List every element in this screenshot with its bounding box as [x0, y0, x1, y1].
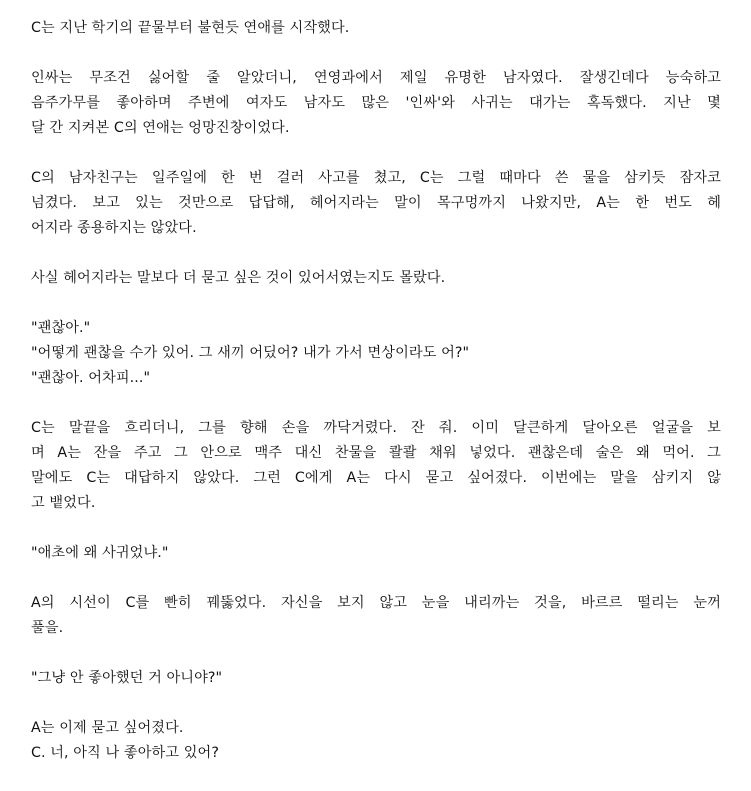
text-line: C는 지난 학기의 끝물부터 불현듯 연애를 시작했다.: [31, 20, 350, 36]
paragraph-1: [31, 16, 721, 41]
text-line: 며 A는 잔을 주고 그 안으로 맥주 대신 찬물을 콸콸 채워 넣었다. 괜찮은데 술은 왜 먹어. 그: [31, 445, 721, 461]
paragraph-6: [31, 416, 721, 516]
paragraph-8: [31, 591, 721, 641]
text-line: A는 이제 묻고 싶어졌다.: [31, 720, 184, 736]
paragraph-3: [31, 166, 721, 241]
dialogue-line: "애초에 왜 사귀었냐.": [31, 545, 169, 561]
dialogue-line-single-2: [31, 666, 721, 691]
text-line: 넘겼다. 보고 있는 것만으로 답답해, 헤어지라는 말이 목구멍까지 나왔지만, A는 한 번도 헤: [31, 195, 721, 211]
dialogue-line: "그냥 안 좋아했던 거 아니야?": [31, 670, 223, 686]
dialogue-line: "괜찮아.": [31, 320, 91, 336]
text-line: 달 간 지켜본 C의 연애는 엉망진창이었다.: [31, 120, 290, 136]
text-line: 어지라 종용하지는 않았다.: [31, 220, 197, 236]
text-line: C. 너, 아직 나 좋아하고 있어?: [31, 745, 219, 761]
text-line: 말에도 C는 대답하지 않았다. 그런 C에게 A는 다시 묻고 싶어졌다. 이번에는 말을 삼키지 않: [31, 470, 721, 486]
paragraph-10: [31, 716, 721, 766]
document-body: [31, 16, 721, 791]
dialogue-line-single: [31, 541, 721, 566]
text-line: 인싸는 무조건 싫어할 줄 알았더니, 연영과에서 제일 유명한 남자였다. 잘생긴데다 능숙하고: [31, 70, 721, 86]
text-line: 고 뱉었다.: [31, 495, 96, 511]
text-line: C는 말끝을 흐리더니, 그를 향해 손을 까닥거렸다. 잔 줘. 이미 달큰하게 달아오른 얼굴을 보: [31, 420, 721, 436]
paragraph-2: [31, 66, 721, 141]
text-line: 사실 헤어지라는 말보다 더 묻고 싶은 것이 있어서였는지도 몰랐다.: [31, 270, 446, 286]
text-line: A의 시선이 C를 빤히 꿰뚫었다. 자신을 보지 않고 눈을 내리까는 것을, 바르르 떨리는 눈꺼: [31, 595, 721, 611]
dialogue-block: [31, 316, 721, 391]
paragraph-4: [31, 266, 721, 291]
dialogue-line: "어떻게 괜찮을 수가 있어. 그 새끼 어딨어? 내가 가서 면상이라도 어?": [31, 345, 470, 361]
text-line: 음주가무를 좋아하며 주변에 여자도 남자도 많은 '인싸'와 사귀는 대가는 혹독했다. 지난 몇: [31, 95, 721, 111]
dialogue-line: "괜찮아. 어차피...": [31, 370, 151, 386]
text-line: C의 남자친구는 일주일에 한 번 걸러 사고를 쳤고, C는 그럴 때마다 쓴 물을 삼키듯 잠자코: [31, 170, 721, 186]
text-line: 풀을.: [31, 620, 64, 636]
